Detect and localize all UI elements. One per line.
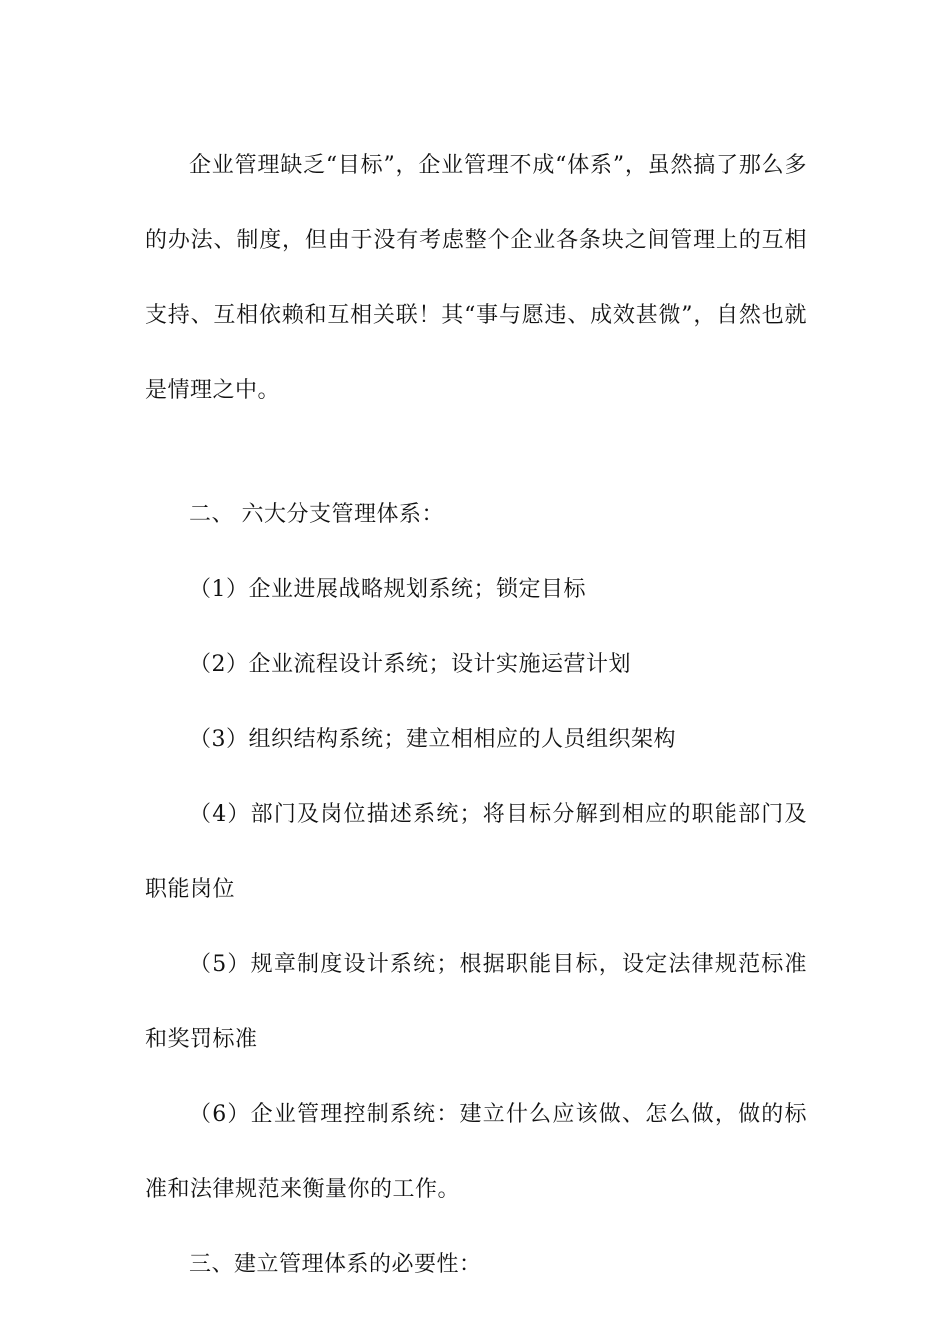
section-heading-3: 三、建立管理体系的必要性： (189, 1252, 482, 1277)
list-item-4: （4）部门及岗位描述系统；将目标分解到相应的职能部门及职能岗位 (145, 802, 807, 902)
list-item-1: （1）企业进展战略规划系统；锁定目标 (189, 577, 586, 602)
list-item-3: （3）组织结构系统；建立相相应的人员组织架构 (189, 727, 676, 752)
section-heading-2: 二、 六大分支管理体系： (189, 502, 444, 527)
document-body (145, 128, 807, 1302)
list-item-5: （5）规章制度设计系统；根据职能目标，设定法律规范标准和奖罚标准 (145, 952, 807, 1052)
paragraph-intro: 企业管理缺乏“目标”，企业管理不成“体系”，虽然搞了那么多的办法、制度，但由于没有考虑整个企业各条块之间管理上的互相支持、互相依赖和互相关联！其“事与愿违、成效甚微”，自然也就是情理之中。 (145, 153, 807, 403)
list-item-6: （6）企业管理控制系统：建立什么应该做、怎么做，做的标准和法律规范来衡量你的工作。 (145, 1102, 807, 1202)
list-item-2: （2）企业流程设计系统；设计实施运营计划 (189, 652, 631, 677)
